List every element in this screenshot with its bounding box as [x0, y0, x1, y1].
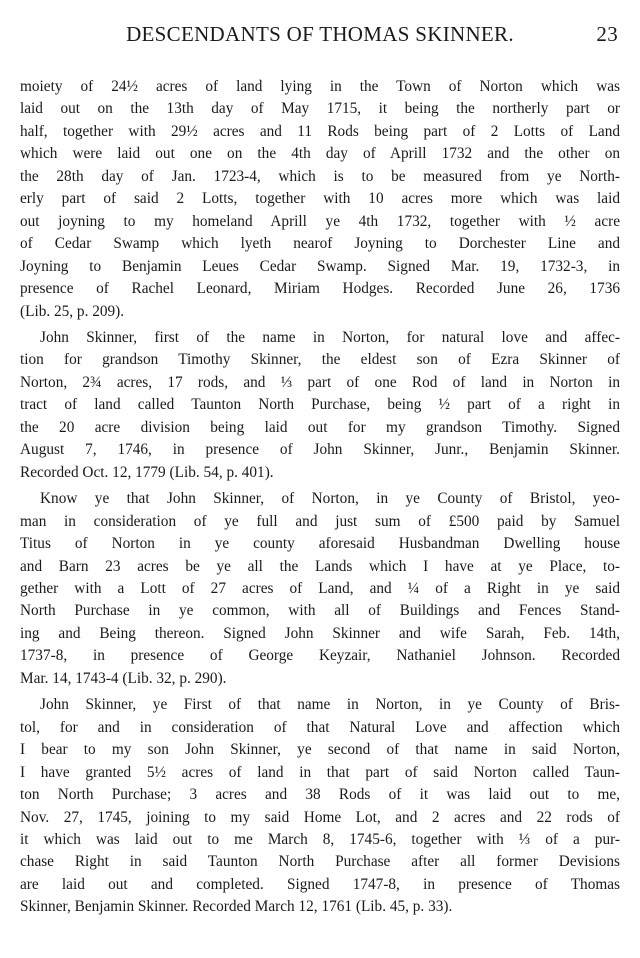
text-line: erly part of said 2 Lotts, together with 10 acres more which was laid — [20, 190, 620, 208]
text-line: the 20 acre division being laid out for my grandson Timothy. Signed — [20, 418, 620, 436]
body-text — [20, 76, 620, 919]
text-line: ing and Being thereon. Signed John Skinner and wife Sarah, Feb. 14th, — [20, 624, 620, 642]
text-line: I have granted 5½ acres of land in that part of said Norton called Taun- — [20, 763, 620, 781]
text-line: Joyning to Benjamin Leues Cedar Swamp. Signed Mar. 19, 1732-3, in — [20, 257, 620, 275]
text-line: it which was laid out to me March 8, 1745-6, together with ⅓ of a pur- — [20, 830, 620, 848]
text-line: August 7, 1746, in presence of John Skinner, Junr., Benjamin Skinner. — [20, 441, 620, 459]
text-line: out joyning to my homeland Aprill ye 4th 1732, together with ½ acre — [20, 212, 620, 230]
text-line: chase Right in said Taunton North Purchase after all former Devisions — [20, 853, 620, 871]
text-line: tol, for and in consideration of that Natural Love and affection which — [20, 718, 620, 736]
text-line: 1737-8, in presence of George Keyzair, Nathaniel Johnson. Recorded — [20, 647, 620, 665]
text-line: I bear to my son John Skinner, ye second of that name in said Norton, — [20, 741, 620, 759]
text-line: John Skinner, first of the name in Norton, for natural love and affec- — [40, 328, 620, 346]
paragraph — [20, 488, 620, 690]
text-line: moiety of 24½ acres of land lying in the Town of Norton which was — [20, 78, 620, 95]
book-page — [20, 18, 620, 919]
text-line: ton North Purchase; 3 acres and 38 Rods of it was laid out to me, — [20, 786, 620, 804]
text-line: presence of Rachel Leonard, Miriam Hodges. Recorded June 26, 1736 — [20, 280, 620, 298]
text-line: Know ye that John Skinner, of Norton, in ye County of Bristol, yeo- — [40, 490, 620, 508]
text-line: John Skinner, ye First of that name in Norton, in ye County of Bris- — [40, 696, 620, 714]
text-line: gether with a Lott of 27 acres of Land, and ¼ of a Right in ye said — [20, 579, 620, 597]
text-line: Nov. 27, 1745, joining to my said Home Lot, and 2 acres and 22 rods of — [20, 808, 620, 826]
text-line: man in consideration of ye full and just sum of £500 paid by Samuel — [20, 512, 620, 530]
text-line: Mar. 14, 1743-4 (Lib. 32, p. 290). — [20, 669, 227, 687]
page-number: 23 — [596, 22, 618, 46]
text-line: which were laid out one on the 4th day of Aprill 1732 and the other on — [20, 145, 620, 163]
paragraph — [20, 327, 620, 484]
paragraph — [20, 76, 620, 323]
text-line: are laid out and completed. Signed 1747-8, in presence of Thomas — [20, 875, 620, 893]
text-line: Skinner, Benjamin Skinner. Recorded March 12, 1761 (Lib. 45, p. 33). — [20, 898, 453, 916]
text-line: and Barn 23 acres be ye all the Lands which I have at ye Place, to- — [20, 557, 620, 575]
text-line: of Cedar Swamp which lyeth nearof Joyning to Dorchester Line and — [20, 235, 620, 253]
paragraph — [20, 694, 620, 919]
running-title: DESCENDANTS OF THOMAS SKINNER. — [126, 22, 514, 46]
text-line: tract of land called Taunton North Purchase, being ½ part of a right in — [20, 396, 620, 414]
text-line: North Purchase in ye common, with all of Buildings and Fences Stand- — [20, 602, 620, 620]
text-line: Titus of Norton in ye county aforesaid Husbandman Dwelling house — [20, 535, 620, 553]
text-line: half, together with 29½ acres and 11 Rods being part of 2 Lotts of Land — [20, 122, 620, 140]
text-line: Recorded Oct. 12, 1779 (Lib. 54, p. 401). — [20, 463, 274, 481]
text-line: laid out on the 13th day of May 1715, it being the northerly part or — [20, 100, 620, 118]
text-line: (Lib. 25, p. 209). — [20, 302, 125, 320]
text-line: Norton, 2¾ acres, 17 rods, and ⅓ part of one Rod of land in Norton in — [20, 373, 620, 391]
text-line: tion for grandson Timothy Skinner, the eldest son of Ezra Skinner of — [20, 351, 620, 369]
page-header — [20, 18, 620, 48]
text-line: the 28th day of Jan. 1723-4, which is to be measured from ye North- — [20, 167, 620, 185]
